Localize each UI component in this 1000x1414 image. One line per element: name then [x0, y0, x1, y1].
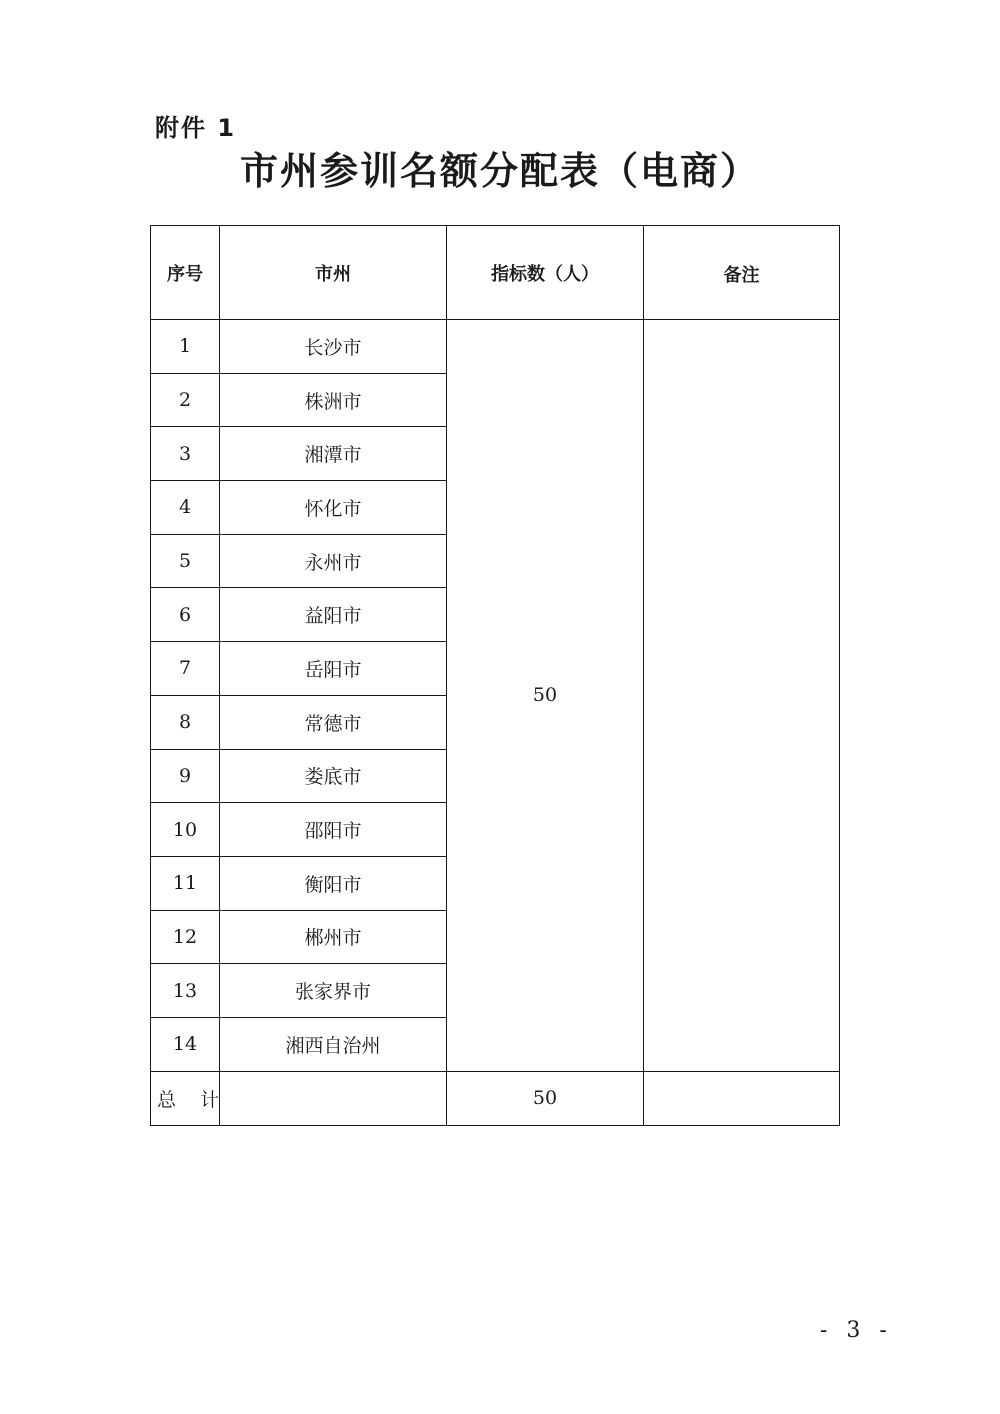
row-index: 9 [151, 749, 220, 803]
row-index: 14 [151, 1017, 220, 1071]
header-quota: 指标数（人） [447, 226, 644, 320]
row-index: 10 [151, 803, 220, 857]
header-note: 备注 [644, 226, 840, 320]
page-title: 市州参训名额分配表（电商） [239, 149, 760, 193]
row-city: 湘潭市 [220, 427, 447, 481]
table-header-row [151, 226, 840, 320]
total-note [644, 1071, 840, 1125]
total-city [220, 1071, 447, 1125]
row-index: 11 [151, 856, 220, 910]
row-index: 13 [151, 964, 220, 1018]
row-index: 8 [151, 695, 220, 749]
row-city: 湘西自治州 [220, 1017, 447, 1071]
row-index: 5 [151, 534, 220, 588]
row-city: 邵阳市 [220, 803, 447, 857]
row-city: 长沙市 [220, 320, 447, 374]
row-index: 1 [151, 320, 220, 374]
header-city: 市州 [220, 226, 447, 320]
table-row [151, 320, 840, 374]
row-city: 怀化市 [220, 481, 447, 535]
row-index: 3 [151, 427, 220, 481]
row-city: 常德市 [220, 695, 447, 749]
row-index: 7 [151, 642, 220, 696]
row-city: 郴州市 [220, 910, 447, 964]
header-index: 序号 [151, 226, 220, 320]
total-label: 总 计 [151, 1071, 220, 1125]
row-city: 永州市 [220, 534, 447, 588]
row-index: 4 [151, 481, 220, 535]
merged-note-cell [644, 320, 840, 1072]
merged-quota-cell: 50 [447, 320, 644, 1072]
row-index: 2 [151, 373, 220, 427]
attachment-label: 附件 1 [155, 114, 237, 142]
row-city: 娄底市 [220, 749, 447, 803]
row-city: 岳阳市 [220, 642, 447, 696]
row-city: 株洲市 [220, 373, 447, 427]
quota-allocation-table [150, 225, 840, 1126]
row-index: 6 [151, 588, 220, 642]
row-city: 衡阳市 [220, 856, 447, 910]
total-quota: 50 [447, 1071, 644, 1125]
row-index: 12 [151, 910, 220, 964]
row-city: 张家界市 [220, 964, 447, 1018]
total-row [151, 1071, 840, 1125]
page-number: - 3 - [820, 1318, 893, 1343]
row-city: 益阳市 [220, 588, 447, 642]
